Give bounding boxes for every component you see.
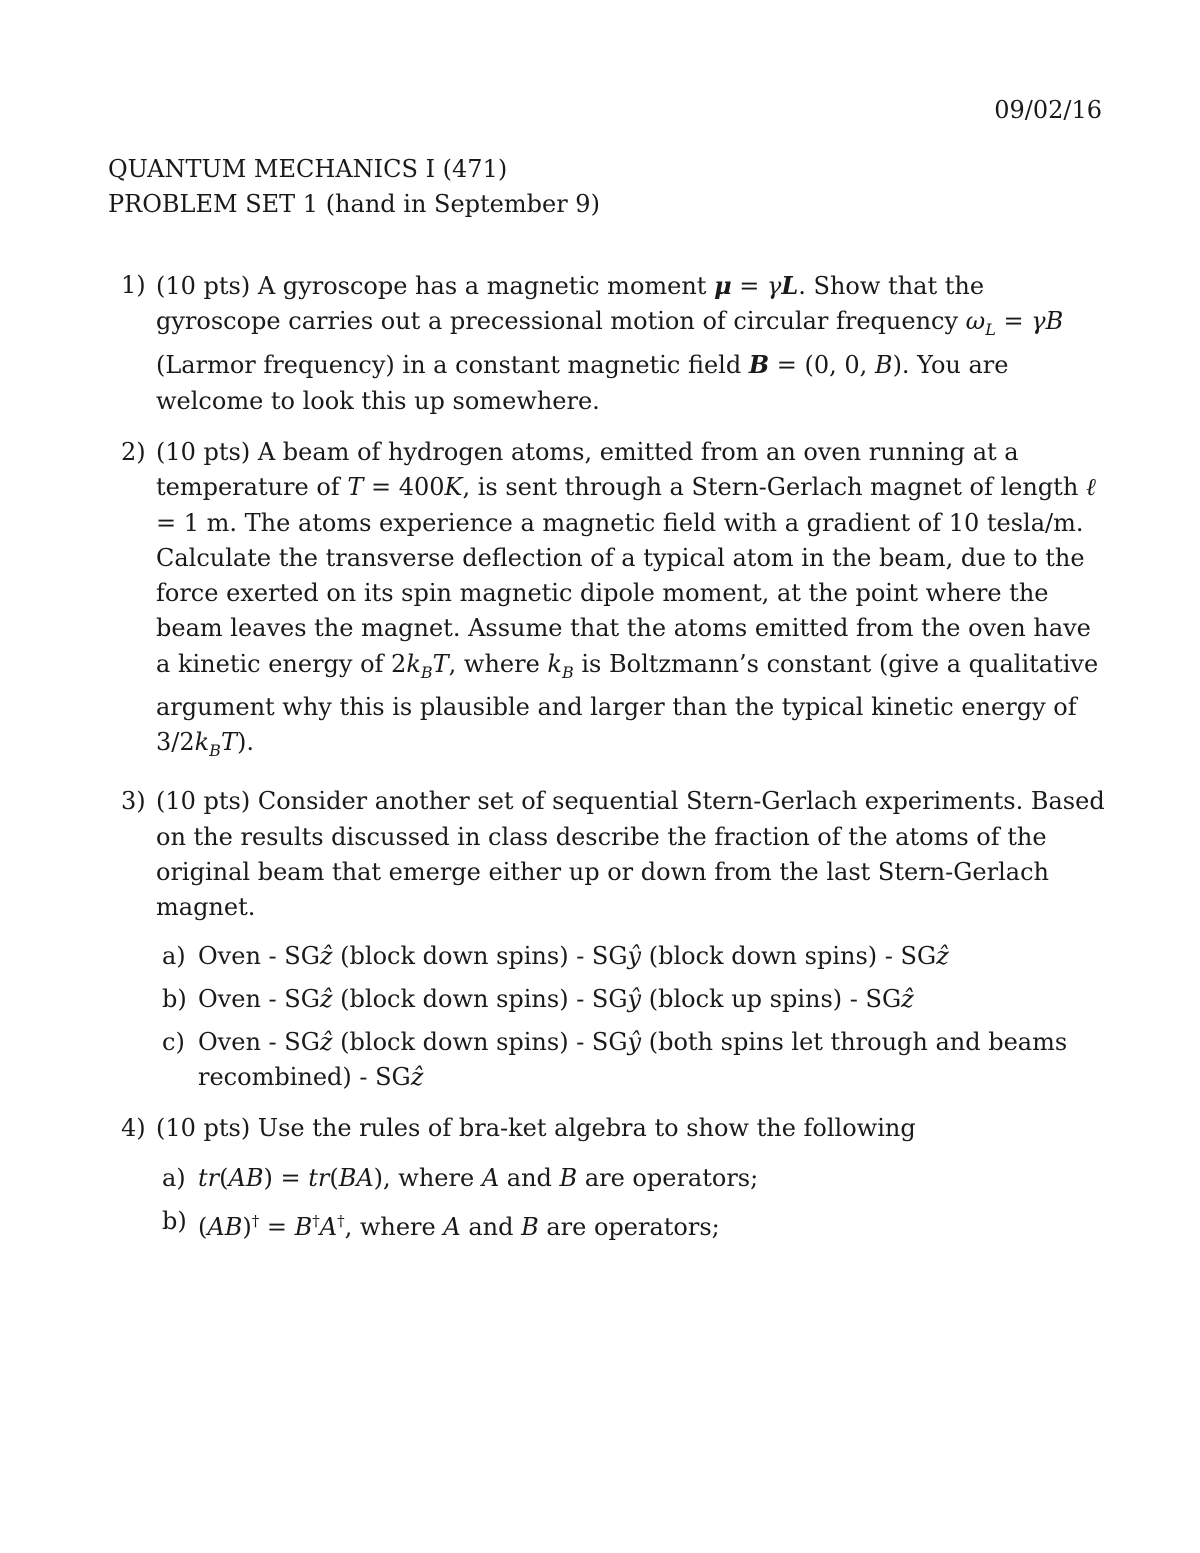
problem-number: 3) <box>121 787 146 816</box>
text-segment: = <box>995 307 1032 336</box>
text-segment: (10 pts) Use the rules of bra-ket algebra to show the following <box>156 1114 916 1143</box>
text-segment: ẑ <box>936 942 949 971</box>
text-segment: A <box>443 1212 461 1241</box>
text-segment: ẑ <box>319 942 333 971</box>
subproblem <box>156 1204 1108 1245</box>
text-segment: , where <box>448 649 548 678</box>
text-segment: tr <box>308 1163 330 1192</box>
text-segment: γ <box>767 272 782 300</box>
text-segment: † <box>337 1211 345 1230</box>
subproblem-label: b) <box>162 1206 187 1235</box>
text-segment: ŷ <box>627 985 642 1014</box>
text-segment: ) = <box>263 1163 309 1192</box>
text-segment: ẑ <box>319 985 333 1014</box>
text-segment: B <box>874 351 893 380</box>
text-segment: tr <box>198 1163 220 1192</box>
text-segment: ( <box>198 1212 208 1241</box>
text-segment: k <box>406 649 421 678</box>
text-segment: = 1 m. The atoms experience a magnetic field with a gradient of 10 tesla/m. Calculate the transverse deflection of a typical atom in the beam, due to the force exerted on its spin magnetic dipole moment, at the point where the beam leaves the magnet. Assume that the atoms emitted from the oven have a kinetic energy of 2 <box>156 508 1091 678</box>
text-segment: (block down spins) - SG <box>641 942 937 971</box>
text-segment: A <box>319 1212 338 1241</box>
subproblem-text <box>198 1025 1108 1095</box>
text-segment: Oven - SG <box>198 985 320 1014</box>
text-segment: = 400 <box>363 473 445 502</box>
text-segment: Oven - SG <box>198 1028 320 1057</box>
text-segment: T <box>220 728 237 757</box>
problem-number: 4) <box>121 1114 146 1143</box>
text-segment: (10 pts) Consider another set of sequential Stern-Gerlach experiments. Based on the results discussed in class describe the fraction of the atoms of the original beam that emerge either up or down from the last Stern-Gerlach magnet. <box>156 787 1105 922</box>
text-segment: ). <box>236 728 254 757</box>
text-segment: B <box>294 1212 313 1241</box>
text-segment: B <box>521 1212 539 1241</box>
problem-number: 2) <box>121 437 146 466</box>
text-segment: T <box>347 473 364 502</box>
text-segment: μ <box>714 271 732 300</box>
assignment-title: PROBLEM SET 1 (hand in September 9) <box>108 190 600 218</box>
text-segment: (block down spins) - SG <box>332 985 628 1014</box>
text-segment: and <box>460 1212 522 1241</box>
text-segment: ẑ <box>901 985 914 1014</box>
text-segment: are operators; <box>538 1212 720 1241</box>
subproblem <box>156 1025 1108 1095</box>
text-segment: ( <box>219 1163 229 1192</box>
text-segment: (10 pts) A gyroscope has a magnetic moment <box>156 272 715 300</box>
problem-1 <box>108 268 1108 419</box>
text-segment: (10 pts) A beam of hydrogen atoms, emitted from an oven running at a temperature of <box>156 437 1019 502</box>
text-segment: . Show that the gyroscope carries out a precessional motion of circular frequency <box>156 272 985 336</box>
text-segment: k <box>547 649 562 678</box>
text-segment: and <box>499 1163 560 1192</box>
text-segment: ẑ <box>319 1028 333 1057</box>
text-segment: (block down spins) - SG <box>332 1028 628 1057</box>
text-segment: is Boltzmann’s constant (give a qualitative argument why this is plausible and larger than the typical kinetic energy of 3/2 <box>156 649 1099 757</box>
problem-text <box>156 784 1108 925</box>
problem-3 <box>108 784 1108 1095</box>
text-segment: (block up spins) - SG <box>641 985 902 1014</box>
text-segment: ŷ <box>627 1028 642 1057</box>
text-segment: † <box>251 1211 260 1230</box>
text-segment: L <box>781 271 799 300</box>
text-segment: (both spins let through and beams recombined) - SG <box>198 1028 1068 1092</box>
text-segment: AB <box>207 1212 243 1241</box>
text-segment: (Larmor frequency) in a constant magnetic field <box>156 351 749 380</box>
problem-text <box>156 268 1108 419</box>
subproblem-list <box>156 939 1108 1095</box>
text-segment: A <box>481 1163 500 1192</box>
text-segment: γB <box>1031 307 1064 336</box>
text-segment: are operators; <box>577 1163 759 1192</box>
subproblem-label: a) <box>162 942 186 971</box>
text-segment: B <box>420 662 433 682</box>
problem-4 <box>108 1111 1108 1244</box>
text-segment: (block down spins) - SG <box>332 942 628 971</box>
text-segment: ). You are welcome to look this up somewhere. <box>156 351 1009 415</box>
text-segment: = <box>259 1212 295 1241</box>
problem-text <box>156 435 1108 768</box>
text-segment: ℓ <box>1085 473 1096 502</box>
header <box>108 152 600 222</box>
problem-text <box>156 1111 1108 1146</box>
date: 09/02/16 <box>994 96 1102 124</box>
text-segment: k <box>194 728 210 757</box>
subproblem-text <box>198 1204 1108 1245</box>
subproblem-text <box>198 982 1108 1017</box>
text-segment: B <box>561 662 574 682</box>
subproblem-label: c) <box>162 1028 185 1057</box>
subproblem-label: a) <box>162 1163 186 1192</box>
subproblem <box>156 939 1108 974</box>
text-segment: , where <box>344 1212 444 1241</box>
text-segment: BA <box>338 1163 374 1192</box>
text-segment: † <box>312 1211 320 1230</box>
text-segment: ), where <box>373 1163 482 1192</box>
subproblem-label: b) <box>162 985 187 1014</box>
text-segment: ω <box>965 307 986 336</box>
text-segment: L <box>985 320 996 340</box>
subproblem <box>156 1161 1108 1196</box>
text-segment: = <box>731 272 768 300</box>
text-segment: Oven - SG <box>198 942 320 971</box>
text-segment: B <box>559 1163 578 1192</box>
subproblem <box>156 982 1108 1017</box>
text-segment: ŷ <box>627 942 642 971</box>
text-segment: ẑ <box>410 1063 424 1092</box>
subproblem-text <box>198 1161 1108 1196</box>
problem-2 <box>108 435 1108 768</box>
subproblem-list <box>156 1161 1108 1245</box>
text-segment: B <box>748 350 770 380</box>
text-segment: AB <box>228 1163 264 1192</box>
text-segment: B <box>209 740 221 760</box>
problem-number: 1) <box>121 271 146 299</box>
course-title: QUANTUM MECHANICS I (471) <box>108 155 508 183</box>
subproblem-text <box>198 939 1108 974</box>
text-segment: , is sent through a Stern-Gerlach magnet of length <box>462 473 1086 502</box>
text-segment: ( <box>329 1163 339 1192</box>
problem-list <box>108 268 1108 1261</box>
text-segment: = (0, 0, <box>769 351 875 380</box>
text-segment: ) <box>242 1212 252 1241</box>
text-segment: T <box>432 649 449 678</box>
text-segment: K <box>444 473 463 502</box>
